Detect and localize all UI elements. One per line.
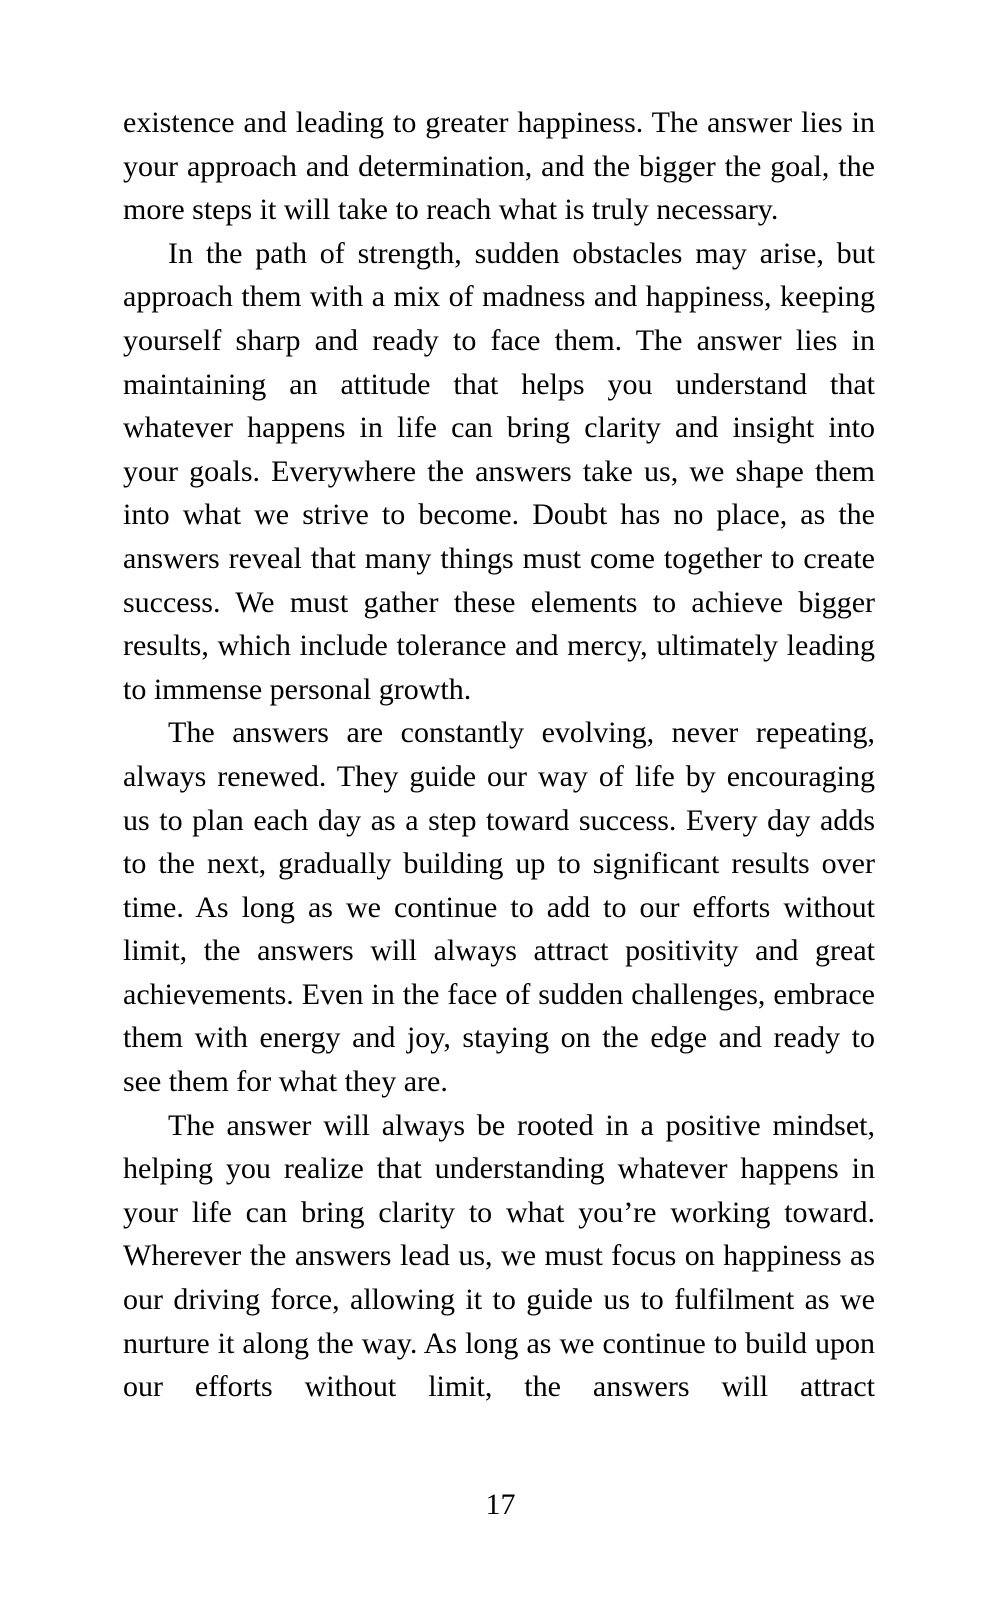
body-text <box>123 101 875 1409</box>
body-paragraph: The answer will always be rooted in a positive mindset, helping you realize that understanding whatever happens in your life can bring clarity to what you’re working toward. Wherever the answers lead us, we must focus on happiness as our driving force, allowing it to guide us to fulfilment as we nurture it along the way. As long as we continue to build upon our efforts without limit, the answers will attract <box>123 1108 875 1404</box>
body-paragraph: existence and leading to greater happiness. The answer lies in your approach and determination, and the bigger the goal, the more steps it will take to reach what is truly necessary. <box>123 106 875 227</box>
body-paragraph: The answers are constantly evolving, never repeating, always renewed. They guide our way of life by encouraging us to plan each day as a step toward success. Every day adds to the next, gradually building up to significant results over time. As long as we continue to add to our efforts without limit, the answers will always attract positivity and great achievements. Even in the face of sudden challenges, embrace them with energy and joy, staying on the edge and ready to see them for what they are. <box>123 716 875 1099</box>
page-number: 17 <box>485 1488 516 1521</box>
body-paragraph: In the path of strength, sudden obstacles may arise, but approach them with a mix of madness and happiness, keeping yourself sharp and ready to face them. The answer lies in maintaining an attitude that helps you understand that whatever happens in life can bring clarity and insight into your goals. Everywhere the answers take us, we shape them into what we strive to become. Doubt has no place, as the answers reveal that many things must come together to create success. We must gather these elements to achieve bigger results, which include tolerance and mercy, ultimately leading to immense personal growth. <box>123 236 875 706</box>
